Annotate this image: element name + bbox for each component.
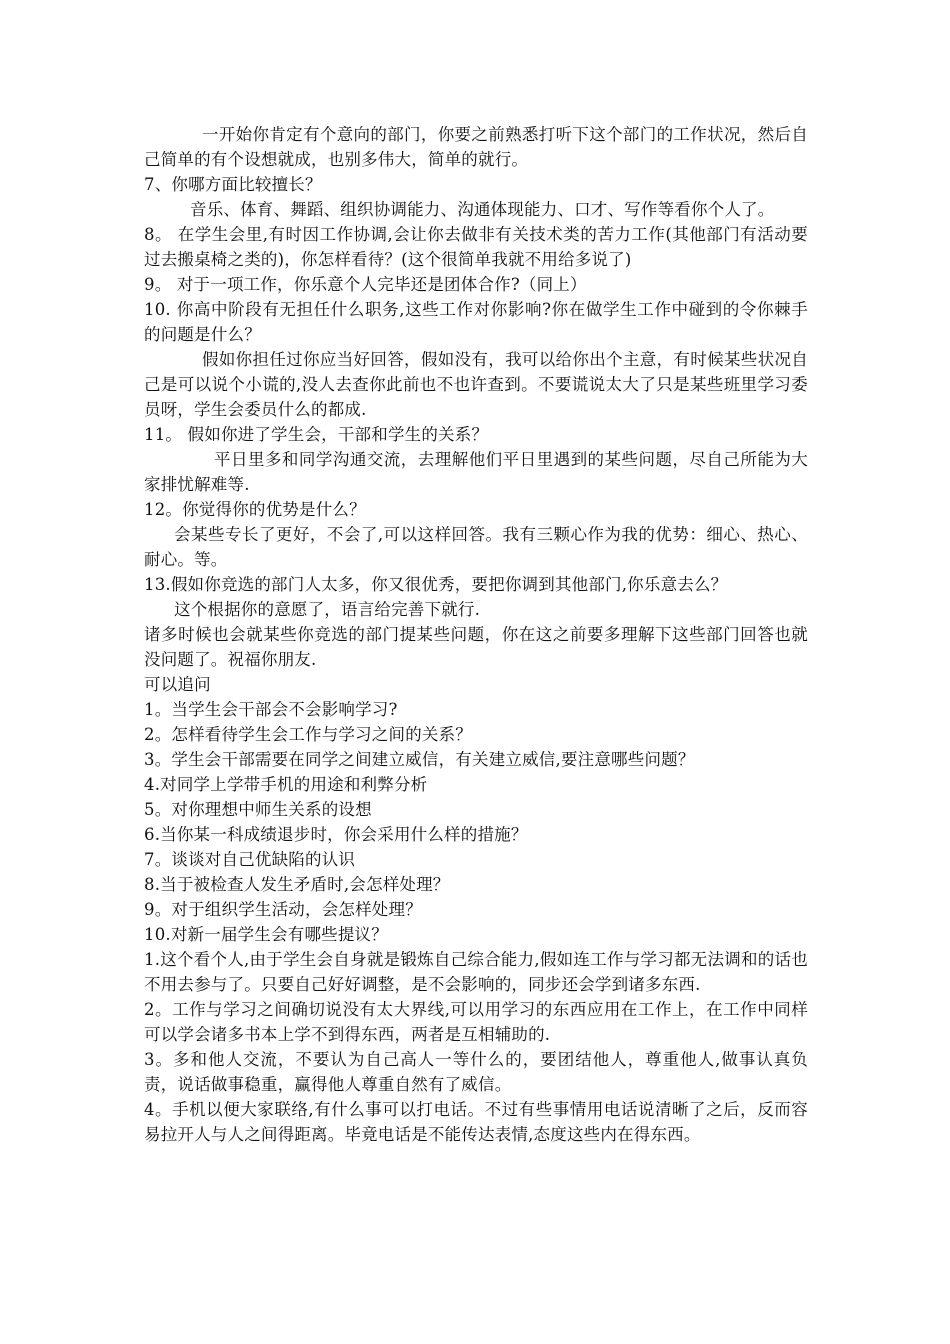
paragraph: 11。 假如你进了学生会，干部和学生的关系？: [144, 425, 489, 444]
paragraph: 会某些专长了更好，不会了,可以这样回答。我有三颗心作为我的优势：细心、热心、耐心。等。: [144, 525, 808, 569]
paragraph: 7。谈谈对自己优缺陷的认识: [144, 850, 356, 869]
paragraph: 2。怎样看待学生会工作与学习之间的关系？: [144, 725, 472, 744]
paragraph: 9。 对于一项工作，你乐意个人完毕还是团体合作?（同上）: [144, 275, 587, 294]
document-body: [144, 122, 808, 1147]
paragraph: 4。手机以便大家联络,有什么事可以打电话。不过有些事情用电话说清晰了之后，反而容易拉开人与人之间得距离。毕竟电话是不能传达表情,态度这些内在得东西。: [144, 1100, 808, 1144]
paragraph: 假如你担任过你应当好回答，假如没有，我可以给你出个主意，有时候某些状况自己是可以说个小谎的,没人去查你此前也不也许查到。不要谎说太大了只是某些班里学习委员呀，学生会委员什么的都成.: [144, 350, 808, 419]
paragraph: 4.对同学上学带手机的用途和利弊分析: [144, 775, 428, 794]
paragraph: 9。对于组织学生活动，会怎样处理？: [144, 900, 422, 919]
paragraph: 7、你哪方面比较擅长？: [144, 175, 322, 194]
paragraph: 诸多时候也会就某些你竞选的部门提某些问题，你在这之前要多理解下这些部门回答也就没问题了。祝福你朋友.: [144, 625, 808, 669]
paragraph: 12。你觉得你的优势是什么？: [144, 500, 366, 519]
paragraph: 一开始你肯定有个意向的部门，你要之前熟悉打听下这个部门的工作状况，然后自己简单的有个设想就成，也别多伟大，简单的就行。: [144, 125, 808, 169]
paragraph: 5。对你理想中师生关系的设想: [144, 800, 372, 819]
paragraph: 6.当你某一科成绩退步时，你会采用什么样的措施？: [144, 825, 528, 844]
paragraph: 3。学生会干部需要在同学之间建立威信，有关建立威信,要注意哪些问题？: [144, 750, 695, 769]
paragraph: 音乐、体育、舞蹈、组织协调能力、沟通体现能力、口才、写作等看你个人了。: [190, 200, 775, 219]
paragraph: 3。多和他人交流，不要认为自己高人一等什么的，要团结他人，尊重他人,做事认真负责，说话做事稳重，赢得他人尊重自然有了威信。: [144, 1050, 808, 1094]
paragraph: 2。工作与学习之间确切说没有太大界线,可以用学习的东西应用在工作上，在工作中同样可以学会诸多书本上学不到得东西，两者是互相辅助的.: [144, 1000, 808, 1044]
paragraph: 1.这个看个人,由于学生会自身就是锻炼自己综合能力,假如连工作与学习都无法调和的话也不用去参与了。只要自己好好调整，是不会影响的，同步还会学到诸多东西.: [144, 950, 808, 994]
paragraph: 平日里多和同学沟通交流，去理解他们平日里遇到的某些问题，尽自己所能为大家排忧解难等.: [144, 450, 808, 494]
paragraph: 10. 你高中阶段有无担任什么职务,这些工作对你影响?你在做学生工作中碰到的令你棘手的问题是什么？: [144, 300, 808, 344]
paragraph: 这个根据你的意愿了，语言给完善下就行.: [174, 600, 481, 619]
paragraph: 1。当学生会干部会不会影响学习?: [144, 700, 398, 719]
paragraph: 8.当于被检查人发生矛盾时,会怎样处理？: [144, 875, 450, 894]
paragraph: 可以追问: [144, 675, 211, 694]
paragraph: 10.对新一届学生会有哪些提议？: [144, 925, 388, 944]
paragraph: 8。 在学生会里,有时因工作协调,会让你去做非有关技术类的苦力工作(其他部门有活动要过去搬桌椅之类的)，你怎样看待？(这个很简单我就不用给多说了): [144, 225, 808, 269]
paragraph: 13.假如你竞选的部门人太多，你又很优秀，要把你调到其他部门,你乐意去么？: [144, 575, 728, 594]
